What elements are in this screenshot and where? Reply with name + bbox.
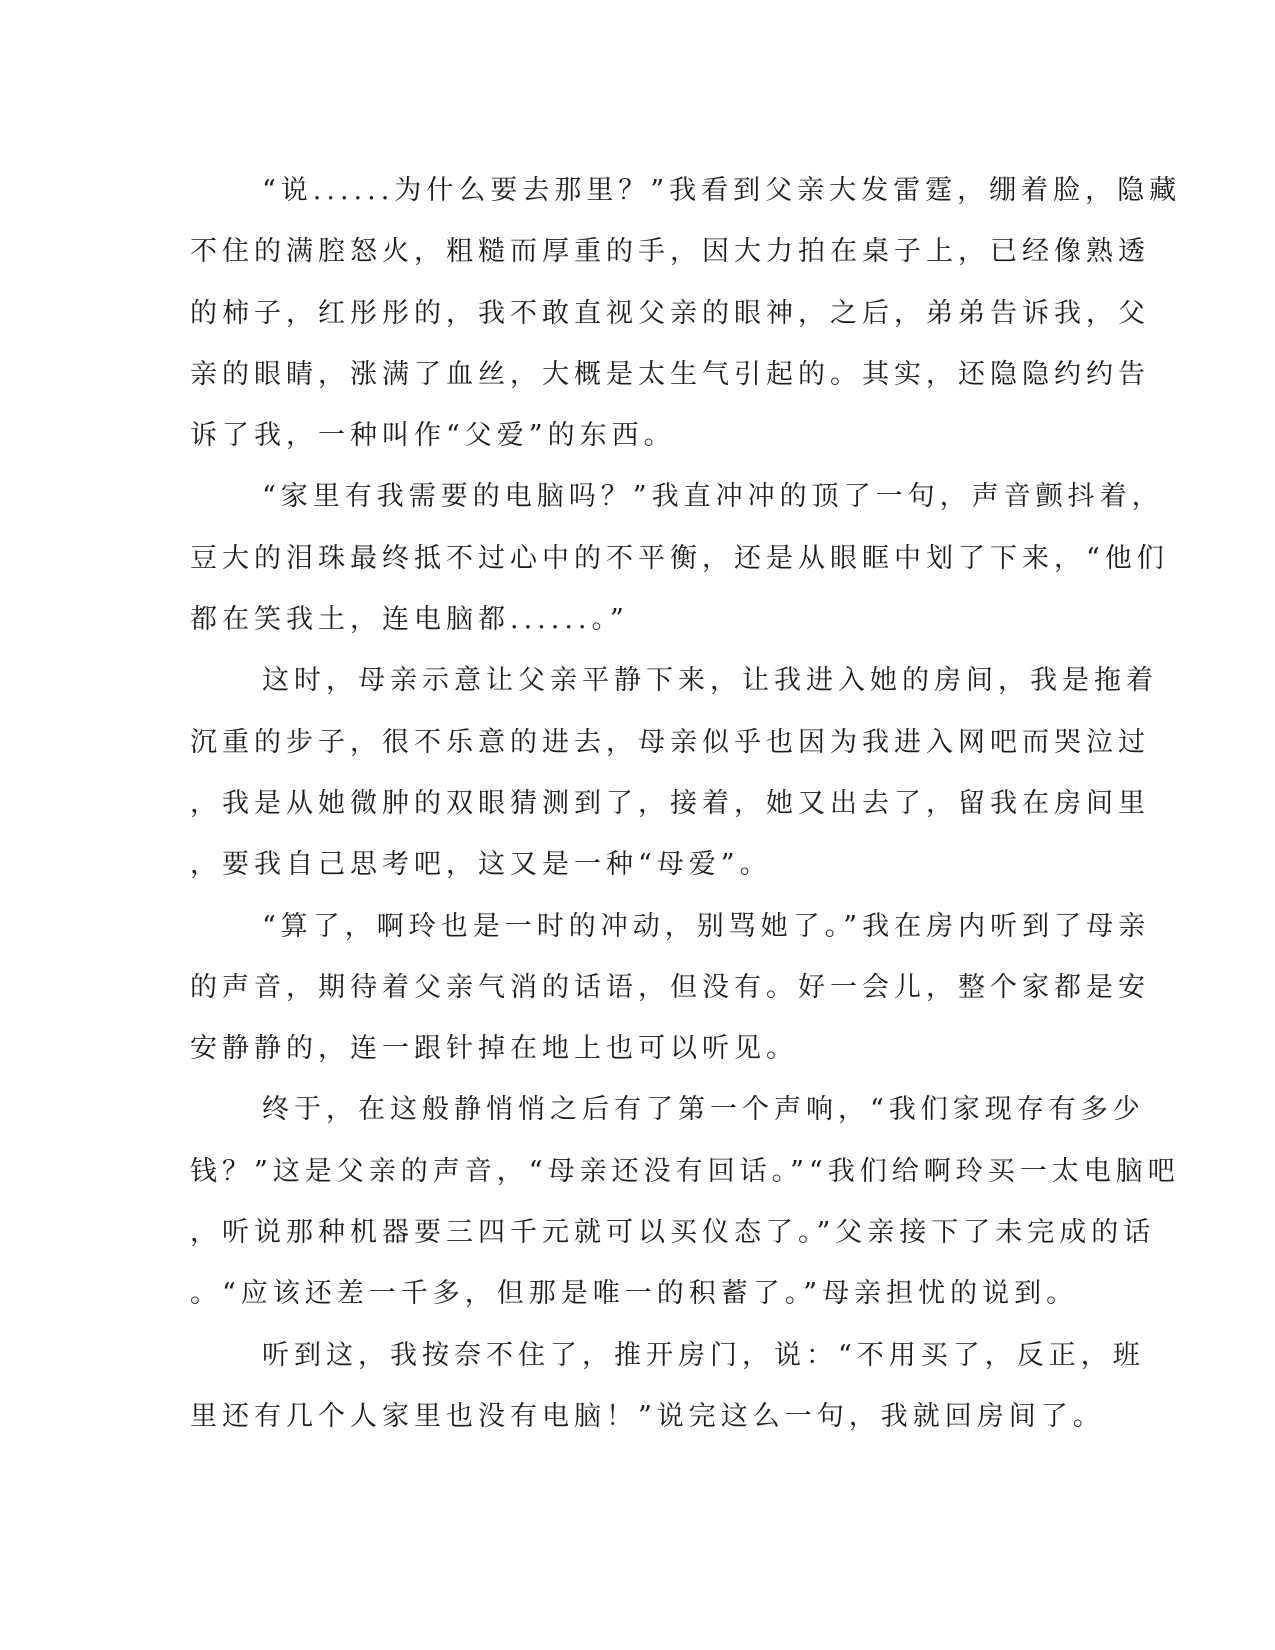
paragraph-1-line-1: “说......为什么要去那里？”我看到父亲大发雷霆，绷着脸，隐藏 [262, 175, 1182, 206]
paragraph-1-line-4: 亲的眼睛，涨满了血丝，大概是太生气引起的。其实，还隐隐约约告 [190, 358, 1150, 390]
paragraph-2-line-3: 都在笑我土，连电脑都......。” [190, 604, 629, 636]
paragraph-1-line-3: 的柿子，红彤彤的，我不敢直视父亲的眼神，之后，弟弟告诉我，父 [190, 297, 1150, 329]
paragraph-4-line-3: 安静静的，连一跟针掉在地上也可以听见。 [190, 1033, 798, 1065]
paragraph-1-line-5: 诉了我，一种叫作“父爱”的东西。 [190, 420, 676, 452]
paragraph-3-line-1: 这时，母亲示意让父亲平静下来，让我进入她的房间，我是拖着 [262, 665, 1158, 697]
paragraph-6-line-2: 里还有几个人家里也没有电脑！”说完这么一句，我就回房间了。 [190, 1400, 1105, 1432]
paragraph-4-line-2: 的声音，期待着父亲气消的话语，但没有。好一会儿，整个家都是安 [190, 971, 1150, 1003]
paragraph-5-line-4: 。“应该还差一千多，但那是唯一的积蓄了。”母亲担忧的说到。 [190, 1278, 1079, 1310]
paragraph-2-line-2: 豆大的泪珠最终抵不过心中的不平衡，还是从眼眶中划了下来，“他们 [190, 542, 1169, 574]
paragraph-2-line-1: “家里有我需要的电脑吗？”我直冲冲的顶了一句，声音颤抖着， [262, 481, 1164, 513]
paragraph-5-line-3: ，听说那种机器要三四千元就可以买仪态了。”父亲接下了未完成的话 [190, 1217, 1156, 1249]
paragraph-5-line-2: 钱？”这是父亲的声音，“母亲还没有回话。”“我们给啊玲买一太电脑吧 [190, 1155, 1180, 1187]
paragraph-5-line-1: 终于，在这般静悄悄之后有了第一个声响，“我们家现存有多少 [262, 1094, 1145, 1126]
paragraph-3-line-3: ，我是从她微肿的双眼猜测到了，接着，她又出去了，留我在房间里 [190, 787, 1150, 819]
paragraph-3-line-4: ，要我自己思考吧，这又是一种“母爱”。 [190, 849, 772, 881]
body-text [190, 160, 1182, 1447]
paragraph-4-line-1: “算了，啊玲也是一时的冲动，别骂她了。”我在房内听到了母亲 [262, 910, 1151, 942]
paragraph-6-line-1: 听到这，我按奈不住了，推开房门，说：“不用买了，反正，班 [262, 1339, 1145, 1371]
paragraph-1-line-2: 不住的满腔怒火，粗糙而厚重的手，因大力拍在桌子上，已经像熟透 [190, 236, 1150, 268]
paragraph-3-line-2: 沉重的步子，很不乐意的进去，母亲似乎也因为我进入网吧而哭泣过 [190, 726, 1150, 758]
